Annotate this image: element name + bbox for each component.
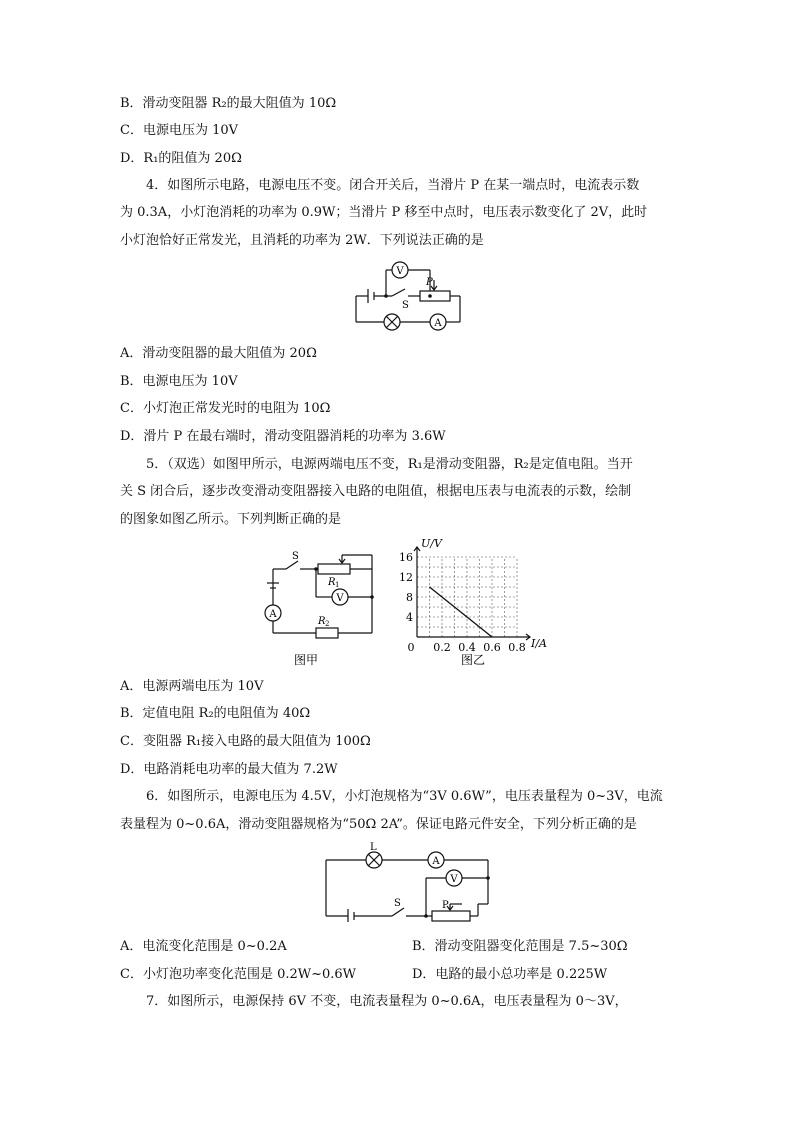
option-line: C．变阻器 R₁接入电路的最大阻值为 100Ω (120, 734, 371, 749)
question-5-stem: 的图象如图乙所示。下列判断正确的是 (120, 512, 342, 527)
y-tick-label: 4 (406, 611, 413, 624)
x-tick-label: 0.4 (458, 641, 476, 654)
r1-label: R (328, 577, 336, 588)
option-line: A．电流变化范围是 0~0.2A (120, 939, 287, 954)
option-line: D．电路的最小总功率是 0.225W (412, 967, 608, 982)
option-line: B．定值电阻 R₂的电阻值为 40Ω (120, 706, 311, 721)
slider-label: P (442, 900, 449, 911)
ammeter-label: A (269, 609, 277, 620)
option-line: B．滑动变阻器 R₂的最大阻值为 10Ω (120, 96, 337, 111)
r2-label: R (318, 616, 326, 627)
x-axis-label: I/A (531, 637, 547, 650)
question-5-stem: 关 S 闭合后，逐步改变滑动变阻器接入电路的电阻值，根据电压表与电流表的示数，绘制 (120, 484, 632, 499)
q5-circuit-diagram (258, 543, 380, 671)
series-line (430, 587, 493, 637)
option-line: A．电源两端电压为 10V (120, 679, 264, 694)
figure-caption: 图乙 (460, 653, 486, 667)
voltmeter-label: V (450, 874, 458, 885)
question-5-stem: 5．（双选）如图甲所示，电源两端电压不变，R₁是滑动变阻器，R₂是定值电阻。当开 (146, 457, 633, 472)
question-6-stem: 表量程为 0~0.6A，滑动变阻器规格为“50Ω 2A”。保证电路元件安全，下列分析正确的是 (120, 817, 637, 832)
switch-label: S (394, 898, 401, 909)
option-line: C．小灯泡功率变化范围是 0.2W~0.6W (120, 967, 357, 982)
y-tick-label: 12 (399, 571, 413, 584)
question-4-stem: 4．如图所示电路，电源电压不变。闭合开关后，当滑片 P 在某一端点时，电流表示数 (146, 178, 640, 193)
option-line: D．电路消耗电功率的最大值为 7.2W (120, 762, 338, 777)
option-line: A．滑动变阻器的最大阻值为 20Ω (120, 346, 317, 361)
switch-label: S (292, 551, 299, 562)
option-line: D．滑片 P 在最右端时，滑动变阻器消耗的功率为 3.6W (120, 429, 446, 444)
r1-subscript: 1 (335, 581, 340, 589)
q5-graph (395, 535, 555, 671)
voltmeter-label: V (396, 266, 404, 277)
option-line: D．R₁的阻值为 20Ω (120, 151, 242, 166)
q6-circuit-diagram (322, 842, 494, 922)
question-4-stem: 为 0.3A，小灯泡消耗的功率为 0.9W；当滑片 P 移至中点时，电压表示数变化了 2V，此时 (120, 205, 648, 220)
ammeter-label: A (432, 856, 440, 867)
option-line: C．小灯泡正常发光时的电阻为 10Ω (120, 401, 331, 416)
lamp-label: L (370, 842, 377, 853)
option-line: B．滑动变阻器变化范围是 7.5~30Ω (412, 939, 628, 954)
x-tick-label: 0.6 (483, 641, 501, 654)
y-tick-label: 8 (406, 591, 413, 604)
figure-caption: 图甲 (293, 653, 319, 667)
x-tick-label: 0.8 (508, 641, 526, 654)
x-tick-label: 0 (407, 641, 415, 654)
question-4-stem: 小灯泡恰好正常发光，且消耗的功率为 2W．下列说法正确的是 (120, 233, 484, 248)
option-line: C．电源电压为 10V (120, 123, 239, 138)
option-line: B．电源电压为 10V (120, 374, 238, 389)
voltmeter-label: V (336, 593, 344, 604)
q4-circuit-diagram (350, 258, 468, 332)
r2-subscript: 2 (325, 620, 330, 628)
x-tick-label: 0.2 (433, 641, 451, 654)
question-6-stem: 6．如图所示，电源电压为 4.5V，小灯泡规格为“3V 0.6W”，电压表量程为 0~3V，电流 (146, 789, 663, 804)
switch-label: S (402, 300, 409, 311)
y-tick-label: 16 (399, 551, 413, 564)
y-axis-label: U/V (421, 537, 442, 550)
question-7-stem: 7．如图所示，电源保持 6V 不变，电流表量程为 0~0.6A，电压表量程为 0～3V， (146, 994, 628, 1009)
ammeter-label: A (434, 318, 442, 329)
slider-label: P (426, 277, 433, 288)
